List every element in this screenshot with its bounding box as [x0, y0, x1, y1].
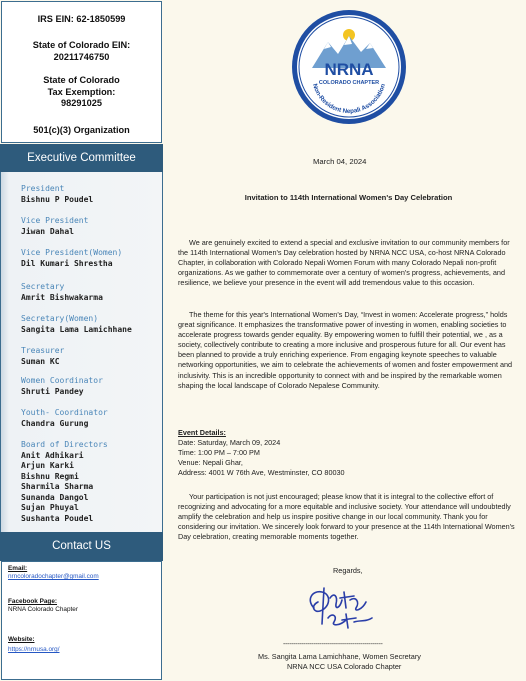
facebook-page[interactable]: NRNA Colorado Chapter — [8, 606, 78, 613]
member-role: Secretary(Women) — [21, 314, 99, 323]
event-date: Date: Saturday, March 09, 2024 — [178, 438, 281, 448]
member-role: Vice President — [21, 216, 89, 225]
organization-info-box — [1, 1, 162, 143]
email-link[interactable]: nrncoloradochapter@gmail.com — [8, 573, 99, 580]
logo-ring-text: Non-Resident Nepali Association — [310, 82, 388, 116]
contact-us-heading: Contact US — [0, 532, 163, 561]
member-name: Arjun Karki — [21, 461, 74, 470]
member-role: Secretary — [21, 282, 65, 291]
tax-label-1: State of Colorado — [43, 75, 120, 85]
letter-subject: Invitation to 114th International Women's Day Celebration — [244, 193, 453, 202]
member-name: Jiwan Dahal — [21, 226, 74, 236]
tax-number: 98291025 — [61, 98, 102, 108]
website-link[interactable]: https://nrnusa.org/ — [8, 646, 60, 653]
letter-regards: Regards, — [333, 566, 363, 575]
nrna-logo — [290, 8, 408, 126]
member-name: Sushanta Poudel — [21, 513, 94, 523]
member-secretary — [21, 282, 103, 303]
contact-box — [1, 561, 162, 680]
state-ein — [2, 40, 161, 63]
sidebar — [0, 0, 163, 681]
event-address: Address: 4001 W 76th Ave, Westminster, CO 80030 — [178, 468, 345, 478]
tax-exemption — [2, 75, 161, 110]
member-role: Youth- Coordinator — [21, 408, 108, 417]
member-name: Anit Adhikari — [21, 450, 84, 460]
state-ein-number: 20211746750 — [53, 51, 110, 62]
event-details-heading: Event Details: — [178, 428, 226, 437]
member-name: Suman KC — [21, 356, 60, 366]
member-name: Sharmila Sharma — [21, 482, 94, 491]
member-name: Sunanda Dangol — [21, 492, 89, 502]
org-type: 501(c)(3) Organization — [33, 125, 130, 135]
event-details — [178, 428, 345, 478]
tax-label-2: Tax Exemption: — [47, 86, 116, 97]
member-secretary-women — [21, 314, 132, 335]
logo-name: NRNA — [324, 60, 374, 79]
member-role: Vice President(Women) — [21, 248, 123, 257]
state-ein-label: State of Colorado EIN: — [32, 40, 131, 50]
executive-committee-heading: Executive Committee — [0, 144, 163, 172]
irs-ein: IRS EIN: 62-1850599 — [37, 14, 126, 24]
letter-paragraph-1: We are genuinely excited to extend a special and exclusive invitation to our community members for the 114th International Women's Day celebration hosted by NRNA NCC USA, co-host NRNA Colorado Chapter, in collaboration with Colorado Nepali Women Forum with many Colorado Nepali non-profit organizations. As we gather to commemorate over a century of women's progress, achievements, and resilience, we believe your presence in the event will add tremendous value to this occasion. — [178, 238, 510, 288]
letter-paragraph-2: The theme for this year's International Women's Day, “Invest in women: Accelerate progress,” holds great significance. It emphasizes the transformative power of investing in women, enabling societies to accelerate progress towards gender equality. By empowering women to fulfill their potential, we , as a society, collectively contribute to creating a more inclusive and prosperous future for all. Our event has been planned to provide a truly enriching experience. From engaging keynote speeches to valuable networking opportunities, we aim to celebrate the achievements of women and foster empowerment and inclusivity. This is an incredible opportunity to connect with and be inspired by the remarkable women shaping the local landscape of Colorado Nepalese Community. — [178, 310, 513, 390]
member-role: Treasurer — [21, 346, 65, 355]
member-youth-coordinator — [21, 408, 108, 429]
member-name: Sujan Phuyal — [21, 503, 79, 512]
member-name: Amrit Bishwakarma — [21, 292, 103, 302]
email-label: Email: — [8, 565, 28, 572]
event-venue: Venue: Nepali Ghar, — [178, 458, 243, 468]
facebook-label: Facebook Page: — [8, 598, 58, 605]
member-vice-president — [21, 216, 88, 237]
member-role: Board of Directors — [21, 440, 108, 449]
website-label: Website: — [8, 636, 35, 643]
member-role: President — [21, 184, 65, 193]
signer-name: Ms. Sangita Lama Lamichhane, Women Secretary — [258, 652, 421, 661]
member-name: Sangita Lama Lamichhane — [21, 324, 132, 334]
letter-paragraph-3: Your participation is not just encouraged; please know that it is integral to the collective effort of recognizing and advocating for a more equitable and inclusive society. Your attendance will undoubtedly amplify the celebration and help us inspire positive change in our local community. Thank you for considering our invitation. We sincerely look forward to your presence at the 114th International Women's Day celebration, creating memorable moments together. — [178, 492, 515, 542]
member-name: Bishnu Regmi — [21, 471, 79, 481]
member-women-coordinator — [21, 376, 103, 397]
member-treasurer — [21, 346, 64, 367]
member-name: Chandra Gurung — [21, 418, 89, 428]
member-name: Dil Kumari Shrestha — [21, 258, 113, 268]
letter-date: March 04, 2024 — [313, 157, 367, 166]
member-president — [21, 184, 93, 205]
nrna-logo-emblem — [290, 8, 408, 126]
handwritten-signature — [300, 578, 380, 640]
signature-line: ------------------------------------------------- — [283, 641, 383, 648]
signer-organization: NRNA NCC USA Colorado Chapter — [287, 662, 402, 671]
member-board-of-directors — [21, 440, 108, 524]
event-time: Time: 1:00 PM – 7:00 PM — [178, 448, 260, 458]
executive-committee-list — [0, 172, 163, 532]
member-vice-president-women — [21, 248, 122, 269]
member-name: Shruti Pandey — [21, 386, 84, 396]
member-role: Women Coordinator — [21, 376, 103, 385]
member-name: Bishnu P Poudel — [21, 194, 94, 204]
logo-chapter: COLORADO CHAPTER — [318, 80, 380, 86]
